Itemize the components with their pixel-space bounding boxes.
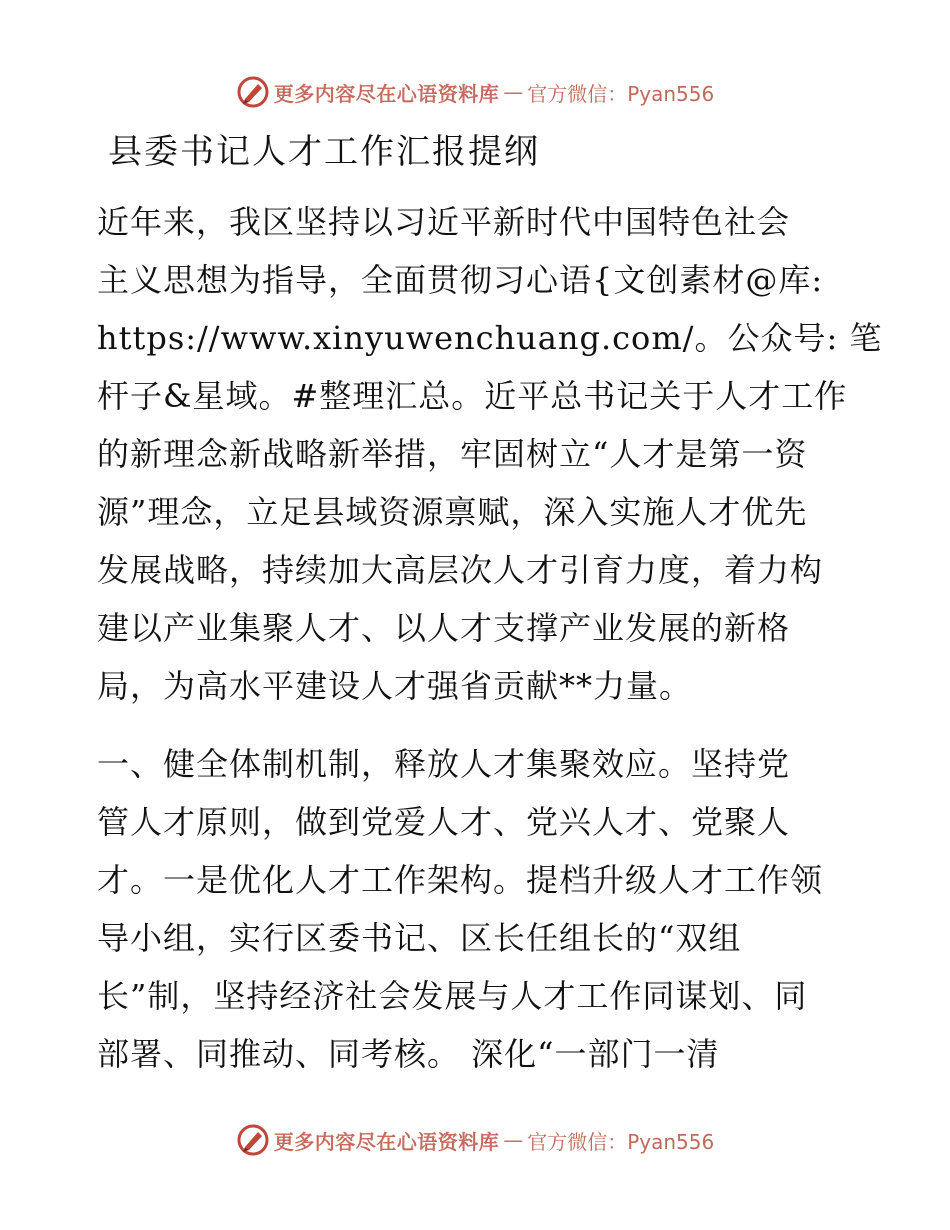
pen-logo-icon: [236, 1123, 270, 1157]
text-line: 部署、同推动、同考核。 深化“一部门一清: [97, 1035, 720, 1073]
text-line: 源”理念，立足县域资源禀赋，深入实施人才优先: [97, 493, 808, 531]
banner-text: 更多内容尽在心语资料库: [273, 81, 500, 106]
banner-content: [236, 75, 715, 109]
text-line: 的新理念新战略新举措，牢固树立“人才是第一资: [97, 435, 808, 473]
header-banner: [0, 72, 950, 112]
document-title: 县委书记人才工作汇报提纲: [108, 132, 540, 172]
text-line: 管人才原则，做到党爱人才、党兴人才、党聚人: [97, 803, 791, 841]
text-line: 杆子&星域。#整理汇总。近平总书记关于人才工作: [97, 377, 848, 415]
banner-text: 更多内容尽在心语资料库: [273, 1129, 500, 1154]
paragraph-section-one: [97, 735, 857, 1083]
text-line: 近年来，我区坚持以习近平新时代中国特色社会: [97, 203, 791, 241]
text-line: 一、健全体制机制，释放人才集聚效应。坚持党: [97, 745, 791, 783]
banner-contact: 官方微信：Pyan556: [527, 1129, 715, 1154]
banner-content: [236, 1123, 715, 1157]
text-line: 主义思想为指导，全面贯彻习心语{文创素材@库:: [97, 261, 824, 299]
text-line: 导小组，实行区委书记、区长任组长的“双组: [97, 919, 742, 957]
banner-separator: —: [503, 1128, 524, 1152]
banner-contact: 官方微信：Pyan556: [527, 81, 715, 106]
text-line: 发展战略，持续加大高层次人才引育力度，着力构: [97, 551, 824, 589]
text-line: 局，为高水平建设人才强省贡献**力量。: [97, 667, 693, 705]
footer-banner: [0, 1120, 950, 1160]
paragraph-intro: [97, 193, 883, 715]
text-line: https://www.xinyuwenchuang.com/。公众号: 笔: [97, 319, 883, 357]
text-line: 长”制，坚持经济社会发展与人才工作同谋划、同: [97, 977, 808, 1015]
text-line: 建以产业集聚人才、以人才支撑产业发展的新格: [97, 609, 791, 647]
text-line: 才。一是优化人才工作架构。提档升级人才工作领: [97, 861, 824, 899]
banner-separator: —: [503, 80, 524, 104]
pen-logo-icon: [236, 75, 270, 109]
